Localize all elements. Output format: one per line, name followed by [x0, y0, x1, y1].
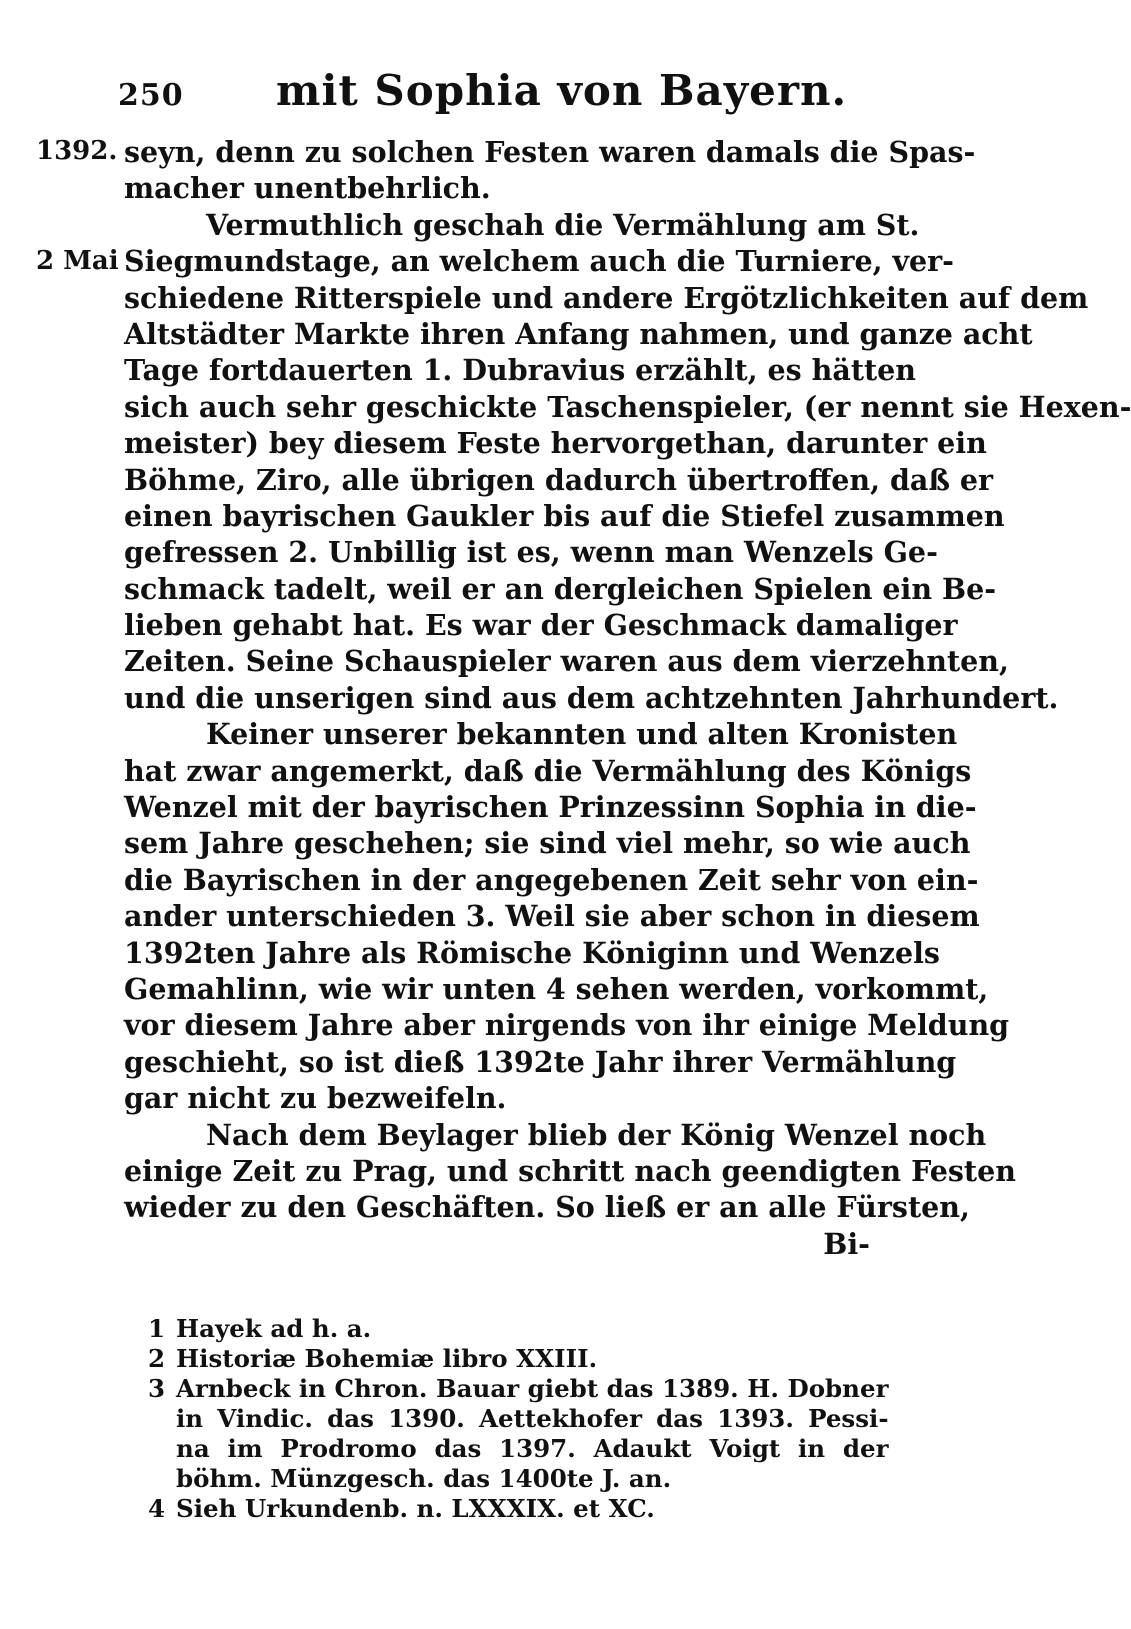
footnote-line: in Vindic. das 1390. Aettekhofer das 1393. Pessi-	[176, 1404, 889, 1433]
page-number: 250	[118, 78, 184, 113]
text-line: schmack tadelt, weil er an dergleichen Spielen ein Be-	[124, 571, 997, 606]
footnote-number: 4	[148, 1494, 166, 1523]
margin-note-year: 1392.	[36, 136, 118, 166]
catchword: Bi-	[823, 1226, 870, 1261]
footnote-number: 1	[148, 1314, 166, 1343]
text-line: einen bayrischen Gaukler bis auf die Stiefel zusammen	[124, 498, 1005, 533]
text-line: Siegmundstage, an welchem auch die Turniere, ver-	[124, 244, 954, 279]
footnote-line: Arnbeck in Chron. Bauar giebt das 1389. H. Dobner	[176, 1374, 889, 1403]
footnotes	[148, 1314, 889, 1524]
text-line: wieder zu den Geschäften. So ließ er an alle Fürsten,	[124, 1190, 970, 1225]
text-line: einige Zeit zu Prag, und schritt nach geendigten Festen	[124, 1153, 1016, 1188]
text-line: Böhme, Ziro, alle übrigen dadurch übertroffen, daß er	[124, 462, 994, 497]
footnote	[148, 1374, 889, 1494]
text-line: ander unterschieden 3. Weil sie aber schon in diesem	[124, 899, 980, 934]
text-line: gar nicht zu bezweifeln.	[124, 1081, 507, 1116]
footnote-line: Hayek ad h. a.	[176, 1314, 372, 1343]
text-line: sich auch sehr geschickte Taschenspieler, (er nennt sie Hexen-	[124, 389, 1131, 424]
text-line: Keiner unserer bekannten und alten Kronisten	[206, 717, 958, 752]
footnote-line: Historiæ Bohemiæ libro XXIII.	[176, 1344, 598, 1373]
text-line: schiedene Ritterspiele und andere Ergötzlichkeiten auf dem	[124, 280, 1089, 315]
text-line: Altstädter Markte ihren Anfang nahmen, und ganze acht	[124, 316, 1033, 351]
text-line: Wenzel mit der bayrischen Prinzessinn Sophia in die-	[124, 790, 977, 825]
text-line: vor diesem Jahre aber nirgends von ihr einige Meldung	[124, 1008, 1010, 1043]
text-line: lieben gehabt hat. Es war der Geschmack damaliger	[124, 608, 958, 643]
margin-note-date: 2 Mai	[36, 246, 119, 276]
text-line: hat zwar angemerkt, daß die Vermählung des Königs	[124, 753, 972, 788]
running-title: mit Sophia von Bayern.	[276, 66, 848, 115]
footnote-line: Sieh Urkundenb. n. LXXXIX. et XC.	[176, 1494, 655, 1523]
main-text	[124, 134, 1131, 1262]
text-line: Gemahlinn, wie wir unten 4 sehen werden, vorkommt,	[124, 971, 989, 1006]
text-line: geschieht, so ist dieß 1392te Jahr ihrer Vermählung	[124, 1044, 957, 1079]
footnote-number: 3	[148, 1374, 166, 1403]
footnote-line: na im Prodromo das 1397. Adaukt Voigt in der	[176, 1434, 889, 1463]
footnote-number: 2	[148, 1344, 166, 1373]
text-line: Zeiten. Seine Schauspieler waren aus dem vierzehnten,	[124, 644, 1009, 679]
text-line: sem Jahre geschehen; sie sind viel mehr, so wie auch	[124, 826, 971, 861]
footnote	[148, 1314, 872, 1344]
text-line: die Bayrischen in der angegebenen Zeit sehr von ein-	[124, 862, 979, 897]
text-line: Nach dem Beylager blieb der König Wenzel noch	[206, 1117, 987, 1152]
text-line: Vermuthlich geschah die Vermählung am St.	[206, 207, 920, 242]
page-header	[118, 58, 878, 128]
text-line: und die unserigen sind aus dem achtzehnten Jahrhundert.	[124, 680, 1059, 715]
text-line: meister) bey diesem Feste hervorgethan, darunter ein	[124, 426, 987, 461]
text-line: macher unentbehrlich.	[124, 171, 491, 206]
text-line: seyn, denn zu solchen Festen waren damals die Spas-	[124, 135, 976, 169]
text-line: gefressen 2. Unbillig ist es, wenn man Wenzels Ge-	[124, 535, 938, 570]
footnote	[148, 1344, 872, 1374]
footnote	[148, 1494, 872, 1524]
footnote-line: böhm. Münzgesch. das 1400te J. an.	[176, 1464, 672, 1493]
text-line: Tage fortdauerten 1. Dubravius erzählt, es hätten	[124, 353, 917, 388]
text-line: 1392ten Jahre als Römische Königinn und Wenzels	[124, 935, 940, 970]
